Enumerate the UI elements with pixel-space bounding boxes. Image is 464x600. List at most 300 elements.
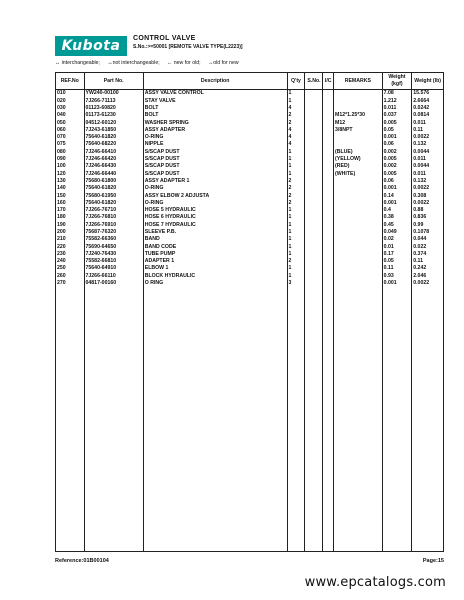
ic-cell bbox=[323, 185, 334, 192]
ref-cell: 120 bbox=[56, 170, 85, 177]
ref-cell: 180 bbox=[56, 214, 85, 221]
serial-cell bbox=[305, 192, 323, 199]
serial-cell bbox=[305, 265, 323, 272]
part-no-cell: 7J246-66420 bbox=[84, 156, 143, 163]
qty-cell: 2 bbox=[287, 192, 305, 199]
description-cell: S/SCAP DUST bbox=[143, 148, 287, 155]
qty-cell: 2 bbox=[287, 199, 305, 206]
serial-cell bbox=[305, 90, 323, 98]
part-no-cell: 75582-66810 bbox=[84, 258, 143, 265]
interchangeability-legend bbox=[55, 59, 245, 67]
table-row bbox=[56, 105, 444, 112]
table-row bbox=[56, 280, 444, 287]
weight-kgf-cell: 0.02 bbox=[382, 236, 412, 243]
serial-cell bbox=[305, 163, 323, 170]
qty-cell: 1 bbox=[287, 97, 305, 104]
part-no-cell: 75640-61820 bbox=[84, 185, 143, 192]
table-row bbox=[56, 156, 444, 163]
serial-cell bbox=[305, 243, 323, 250]
serial-cell bbox=[305, 134, 323, 141]
ic-cell bbox=[323, 126, 334, 133]
weight-kgf-cell: 0.17 bbox=[382, 251, 412, 258]
description-cell: NIPPLE bbox=[143, 141, 287, 148]
ref-cell: 220 bbox=[56, 243, 85, 250]
description-cell: HOSE 6 HYDRAULIC bbox=[143, 214, 287, 221]
col-header-ref: REF.No bbox=[56, 73, 85, 90]
remarks-cell bbox=[334, 97, 383, 104]
qty-cell: 4 bbox=[287, 134, 305, 141]
description-cell: BOLT bbox=[143, 112, 287, 119]
remarks-cell bbox=[334, 221, 383, 228]
part-no-cell: 75640-61820 bbox=[84, 134, 143, 141]
parts-table bbox=[55, 72, 444, 552]
qty-cell: 1 bbox=[287, 170, 305, 177]
weight-kgf-cell: 0.002 bbox=[382, 163, 412, 170]
ic-cell bbox=[323, 214, 334, 221]
ic-cell bbox=[323, 251, 334, 258]
description-cell: ASSY VALVE CONTROL bbox=[143, 90, 287, 98]
description-cell: BAND bbox=[143, 236, 287, 243]
table-row bbox=[56, 112, 444, 119]
table-row bbox=[56, 97, 444, 104]
remarks-cell bbox=[334, 236, 383, 243]
ref-cell: 010 bbox=[56, 90, 85, 98]
ref-cell: 200 bbox=[56, 229, 85, 236]
weight-lb-cell: 0.11 bbox=[412, 126, 444, 133]
serial-cell bbox=[305, 199, 323, 206]
ic-cell bbox=[323, 229, 334, 236]
title-block bbox=[133, 34, 243, 52]
part-no-cell: 7J266-76710 bbox=[84, 207, 143, 214]
ic-cell bbox=[323, 163, 334, 170]
part-no-cell: 75687-76320 bbox=[84, 229, 143, 236]
serial-cell bbox=[305, 156, 323, 163]
part-no-cell: 7J243-61850 bbox=[84, 126, 143, 133]
weight-kgf-cell: 0.45 bbox=[382, 221, 412, 228]
description-cell: S/SCAP DUST bbox=[143, 170, 287, 177]
weight-kgf-cell: 0.049 bbox=[382, 229, 412, 236]
serial-cell bbox=[305, 185, 323, 192]
remarks-cell: (WHITE) bbox=[334, 170, 383, 177]
qty-cell: 1 bbox=[287, 163, 305, 170]
ref-cell: 030 bbox=[56, 105, 85, 112]
table-row bbox=[56, 170, 444, 177]
description-cell: O-RING bbox=[143, 185, 287, 192]
ref-cell: 075 bbox=[56, 141, 85, 148]
weight-kgf-cell: 0.06 bbox=[382, 141, 412, 148]
remarks-cell: M12 bbox=[334, 119, 383, 126]
table-row bbox=[56, 251, 444, 258]
ic-cell bbox=[323, 90, 334, 98]
weight-kgf-cell: 7.08 bbox=[382, 90, 412, 98]
page-number: Page:15 bbox=[422, 558, 444, 564]
legend-new-for-old: ← new for old; bbox=[167, 60, 201, 66]
empty-cell bbox=[84, 287, 143, 551]
table-row bbox=[56, 134, 444, 141]
col-header-description: Description bbox=[143, 73, 287, 90]
col-header-qty: Q'ty bbox=[287, 73, 305, 90]
remarks-cell bbox=[334, 90, 383, 98]
qty-cell: 1 bbox=[287, 90, 305, 98]
serial-cell bbox=[305, 126, 323, 133]
col-header-weight-lb: Weight (lb) bbox=[412, 73, 444, 90]
table-filler-row bbox=[56, 287, 444, 551]
ic-cell bbox=[323, 105, 334, 112]
part-no-cell: 7J246-66410 bbox=[84, 148, 143, 155]
weight-kgf-cell: 0.001 bbox=[382, 280, 412, 287]
table-row bbox=[56, 229, 444, 236]
serial-cell bbox=[305, 112, 323, 119]
table-row bbox=[56, 272, 444, 279]
description-cell: BLOCK HYDRAULIC bbox=[143, 272, 287, 279]
ic-cell bbox=[323, 258, 334, 265]
weight-lb-cell: 0.011 bbox=[412, 119, 444, 126]
remarks-cell bbox=[334, 229, 383, 236]
qty-cell: 3 bbox=[287, 280, 305, 287]
page-title: CONTROL VALVE bbox=[133, 35, 196, 42]
ref-cell: 170 bbox=[56, 207, 85, 214]
serial-cell bbox=[305, 119, 323, 126]
description-cell: SLEEVE P.B. bbox=[143, 229, 287, 236]
weight-lb-cell: 0.022 bbox=[412, 243, 444, 250]
serial-cell bbox=[305, 236, 323, 243]
weight-kgf-cell: 0.005 bbox=[382, 156, 412, 163]
part-no-cell: 75690-64650 bbox=[84, 243, 143, 250]
weight-lb-cell: 0.132 bbox=[412, 178, 444, 185]
ref-cell: 090 bbox=[56, 156, 85, 163]
part-no-cell: 01123-60820 bbox=[84, 105, 143, 112]
weight-lb-cell: 0.0022 bbox=[412, 199, 444, 206]
table-row bbox=[56, 192, 444, 199]
serial-cell bbox=[305, 221, 323, 228]
weight-kgf-cell: 0.05 bbox=[382, 126, 412, 133]
empty-cell bbox=[334, 287, 383, 551]
qty-cell: 1 bbox=[287, 272, 305, 279]
remarks-cell: (RED) bbox=[334, 163, 383, 170]
ic-cell bbox=[323, 272, 334, 279]
remarks-cell: M12*1.25*30 bbox=[334, 112, 383, 119]
remarks-cell bbox=[334, 272, 383, 279]
table-row bbox=[56, 207, 444, 214]
qty-cell: 1 bbox=[287, 251, 305, 258]
remarks-cell bbox=[334, 251, 383, 258]
description-cell: HOSE 5 HYDRAULIC bbox=[143, 207, 287, 214]
table-row bbox=[56, 163, 444, 170]
weight-kgf-cell: 0.4 bbox=[382, 207, 412, 214]
ref-cell: 100 bbox=[56, 163, 85, 170]
weight-lb-cell: 2.046 bbox=[412, 272, 444, 279]
qty-cell: 1 bbox=[287, 229, 305, 236]
qty-cell: 1 bbox=[287, 214, 305, 221]
table-row bbox=[56, 236, 444, 243]
ref-cell: 080 bbox=[56, 148, 85, 155]
table-row bbox=[56, 119, 444, 126]
page-subtitle: S.No.:>=50001 [REMOTE VALVE TYPE(L2223)] bbox=[133, 44, 243, 50]
remarks-cell bbox=[334, 105, 383, 112]
part-no-cell: 7J266-76810 bbox=[84, 214, 143, 221]
ref-cell: 140 bbox=[56, 185, 85, 192]
remarks-cell bbox=[334, 141, 383, 148]
weight-lb-cell: 0.0044 bbox=[412, 163, 444, 170]
ref-cell: 190 bbox=[56, 221, 85, 228]
serial-cell bbox=[305, 272, 323, 279]
table-row bbox=[56, 199, 444, 206]
description-cell: S/SCAP DUST bbox=[143, 163, 287, 170]
part-no-cell: 7J266-66110 bbox=[84, 272, 143, 279]
ic-cell bbox=[323, 243, 334, 250]
description-cell: STAY VALVE bbox=[143, 97, 287, 104]
weight-lb-cell: 0.374 bbox=[412, 251, 444, 258]
remarks-cell bbox=[334, 185, 383, 192]
table-row bbox=[56, 214, 444, 221]
part-no-cell: 04817-00160 bbox=[84, 280, 143, 287]
ic-cell bbox=[323, 178, 334, 185]
weight-kgf-cell: 0.002 bbox=[382, 148, 412, 155]
weight-kgf-cell: 0.005 bbox=[382, 119, 412, 126]
serial-cell bbox=[305, 105, 323, 112]
qty-cell: 1 bbox=[287, 243, 305, 250]
weight-lb-cell: 0.0242 bbox=[412, 105, 444, 112]
part-no-cell: 7J246-66440 bbox=[84, 170, 143, 177]
ref-cell: 060 bbox=[56, 126, 85, 133]
table-row bbox=[56, 185, 444, 192]
col-header-ic: I/C bbox=[323, 73, 334, 90]
ref-cell: 160 bbox=[56, 199, 85, 206]
qty-cell: 4 bbox=[287, 126, 305, 133]
table-row bbox=[56, 221, 444, 228]
ref-cell: 210 bbox=[56, 236, 85, 243]
table-row bbox=[56, 148, 444, 155]
table-row bbox=[56, 141, 444, 148]
part-no-cell: YW240-00100 bbox=[84, 90, 143, 98]
weight-kgf-cell: 0.93 bbox=[382, 272, 412, 279]
qty-cell: 2 bbox=[287, 258, 305, 265]
description-cell: S/SCAP DUST bbox=[143, 156, 287, 163]
serial-cell bbox=[305, 280, 323, 287]
weight-lb-cell: 0.044 bbox=[412, 236, 444, 243]
ic-cell bbox=[323, 156, 334, 163]
part-no-cell: 01173-61230 bbox=[84, 112, 143, 119]
qty-cell: 2 bbox=[287, 119, 305, 126]
weight-kgf-cell: 0.06 bbox=[382, 178, 412, 185]
remarks-cell bbox=[334, 207, 383, 214]
serial-cell bbox=[305, 229, 323, 236]
weight-lb-cell: 0.0022 bbox=[412, 185, 444, 192]
weight-lb-cell: 0.0044 bbox=[412, 148, 444, 155]
weight-kgf-cell: 0.001 bbox=[382, 199, 412, 206]
empty-cell bbox=[382, 287, 412, 551]
remarks-cell bbox=[334, 192, 383, 199]
serial-cell bbox=[305, 170, 323, 177]
kubota-logo: Kubota bbox=[55, 36, 127, 56]
description-cell: ASSY ELBOW 2 ADJUSTA bbox=[143, 192, 287, 199]
weight-kgf-cell: 0.001 bbox=[382, 185, 412, 192]
description-cell: ADAPTER 1 bbox=[143, 258, 287, 265]
table-row bbox=[56, 265, 444, 272]
serial-cell bbox=[305, 214, 323, 221]
ref-cell: 250 bbox=[56, 265, 85, 272]
weight-lb-cell: 0.0814 bbox=[412, 112, 444, 119]
empty-cell bbox=[323, 287, 334, 551]
empty-cell bbox=[412, 287, 444, 551]
weight-kgf-cell: 0.05 bbox=[382, 258, 412, 265]
serial-cell bbox=[305, 207, 323, 214]
remarks-cell: (YELLOW) bbox=[334, 156, 383, 163]
ref-cell: 040 bbox=[56, 112, 85, 119]
weight-lb-cell: 0.99 bbox=[412, 221, 444, 228]
weight-kgf-cell: 0.005 bbox=[382, 170, 412, 177]
description-cell: O RING bbox=[143, 280, 287, 287]
table-row bbox=[56, 258, 444, 265]
ref-cell: 150 bbox=[56, 192, 85, 199]
description-cell: ASSY ADAPTER 1 bbox=[143, 178, 287, 185]
table-row bbox=[56, 178, 444, 185]
weight-kgf-cell: 0.001 bbox=[382, 134, 412, 141]
weight-kgf-cell: 0.011 bbox=[382, 105, 412, 112]
table-header-row bbox=[56, 73, 444, 90]
serial-cell bbox=[305, 251, 323, 258]
ref-cell: 050 bbox=[56, 119, 85, 126]
qty-cell: 1 bbox=[287, 265, 305, 272]
part-no-cell: 75640-64910 bbox=[84, 265, 143, 272]
remarks-cell: (BLUE) bbox=[334, 148, 383, 155]
description-cell: HOSE 7 HYDRAULIC bbox=[143, 221, 287, 228]
description-cell: BAND CODE bbox=[143, 243, 287, 250]
col-header-remarks: REMARKS bbox=[334, 73, 383, 90]
serial-cell bbox=[305, 97, 323, 104]
ic-cell bbox=[323, 141, 334, 148]
weight-lb-cell: 0.308 bbox=[412, 192, 444, 199]
serial-cell bbox=[305, 178, 323, 185]
remarks-cell bbox=[334, 243, 383, 250]
ic-cell bbox=[323, 221, 334, 228]
ic-cell bbox=[323, 119, 334, 126]
reference-code: Reference:01B00104 bbox=[55, 558, 109, 564]
weight-lb-cell: 0.242 bbox=[412, 265, 444, 272]
weight-lb-cell: 15.576 bbox=[412, 90, 444, 98]
serial-cell bbox=[305, 148, 323, 155]
site-watermark: www.epcatalogs.com bbox=[304, 575, 446, 590]
remarks-cell bbox=[334, 178, 383, 185]
part-no-cell: 7J266-71113 bbox=[84, 97, 143, 104]
ic-cell bbox=[323, 192, 334, 199]
col-header-serial: S.No. bbox=[305, 73, 323, 90]
remarks-cell bbox=[334, 199, 383, 206]
ref-cell: 260 bbox=[56, 272, 85, 279]
remarks-cell bbox=[334, 280, 383, 287]
parts-table-body bbox=[56, 90, 444, 552]
col-header-weight-kgf: Weight (kgf) bbox=[382, 73, 412, 90]
ic-cell bbox=[323, 134, 334, 141]
weight-lb-cell: 0.836 bbox=[412, 214, 444, 221]
weight-kgf-cell: 0.11 bbox=[382, 265, 412, 272]
qty-cell: 1 bbox=[287, 236, 305, 243]
weight-lb-cell: 0.88 bbox=[412, 207, 444, 214]
remarks-cell: 3/8NPT bbox=[334, 126, 383, 133]
qty-cell: 2 bbox=[287, 178, 305, 185]
ic-cell bbox=[323, 236, 334, 243]
weight-lb-cell: 0.0022 bbox=[412, 280, 444, 287]
weight-lb-cell: 0.11 bbox=[412, 258, 444, 265]
qty-cell: 1 bbox=[287, 156, 305, 163]
part-no-cell: 75640-68220 bbox=[84, 141, 143, 148]
description-cell: TUBE PUMP bbox=[143, 251, 287, 258]
serial-cell bbox=[305, 258, 323, 265]
part-no-cell: 7J240-76430 bbox=[84, 251, 143, 258]
ic-cell bbox=[323, 148, 334, 155]
weight-lb-cell: 0.011 bbox=[412, 170, 444, 177]
weight-lb-cell: 0.011 bbox=[412, 156, 444, 163]
weight-lb-cell: 2.6664 bbox=[412, 97, 444, 104]
description-cell: ELBOW 1 bbox=[143, 265, 287, 272]
ic-cell bbox=[323, 112, 334, 119]
qty-cell: 2 bbox=[287, 112, 305, 119]
weight-kgf-cell: 0.38 bbox=[382, 214, 412, 221]
qty-cell: 2 bbox=[287, 185, 305, 192]
qty-cell: 4 bbox=[287, 141, 305, 148]
qty-cell: 1 bbox=[287, 148, 305, 155]
weight-kgf-cell: 1.212 bbox=[382, 97, 412, 104]
table-row bbox=[56, 126, 444, 133]
ic-cell bbox=[323, 170, 334, 177]
empty-cell bbox=[143, 287, 287, 551]
description-cell: ASSY ADAPTER bbox=[143, 126, 287, 133]
ref-cell: 020 bbox=[56, 97, 85, 104]
part-no-cell: 75680-61800 bbox=[84, 178, 143, 185]
table-row bbox=[56, 90, 444, 98]
remarks-cell bbox=[334, 258, 383, 265]
description-cell: O-RING bbox=[143, 134, 287, 141]
part-no-cell: 75680-61950 bbox=[84, 192, 143, 199]
legend-not-interchangeable: ↔not interchangeable; bbox=[107, 60, 160, 66]
qty-cell: 4 bbox=[287, 105, 305, 112]
ic-cell bbox=[323, 207, 334, 214]
ic-cell bbox=[323, 265, 334, 272]
ic-cell bbox=[323, 199, 334, 206]
legend-interchangeable: ↔ interchangeable; bbox=[55, 60, 100, 66]
description-cell: O-RING bbox=[143, 199, 287, 206]
part-no-cell: 04512-60120 bbox=[84, 119, 143, 126]
ic-cell bbox=[323, 280, 334, 287]
empty-cell bbox=[56, 287, 85, 551]
ref-cell: 070 bbox=[56, 134, 85, 141]
col-header-part-no: Part No. bbox=[84, 73, 143, 90]
part-no-cell: 7J266-76910 bbox=[84, 221, 143, 228]
weight-kgf-cell: 0.14 bbox=[382, 192, 412, 199]
empty-cell bbox=[305, 287, 323, 551]
description-cell: BOLT bbox=[143, 105, 287, 112]
weight-lb-cell: 0.0022 bbox=[412, 134, 444, 141]
qty-cell: 1 bbox=[287, 221, 305, 228]
empty-cell bbox=[287, 287, 305, 551]
weight-lb-cell: 0.1078 bbox=[412, 229, 444, 236]
remarks-cell bbox=[334, 134, 383, 141]
catalog-page bbox=[55, 34, 444, 572]
serial-cell bbox=[305, 141, 323, 148]
qty-cell: 1 bbox=[287, 207, 305, 214]
description-cell: WASHER SPRING bbox=[143, 119, 287, 126]
ref-cell: 230 bbox=[56, 251, 85, 258]
ic-cell bbox=[323, 97, 334, 104]
weight-kgf-cell: 0.037 bbox=[382, 112, 412, 119]
ref-cell: 130 bbox=[56, 178, 85, 185]
weight-kgf-cell: 0.01 bbox=[382, 243, 412, 250]
ref-cell: 240 bbox=[56, 258, 85, 265]
weight-lb-cell: 0.132 bbox=[412, 141, 444, 148]
part-no-cell: 7J246-66430 bbox=[84, 163, 143, 170]
remarks-cell bbox=[334, 214, 383, 221]
page-header bbox=[55, 34, 444, 58]
